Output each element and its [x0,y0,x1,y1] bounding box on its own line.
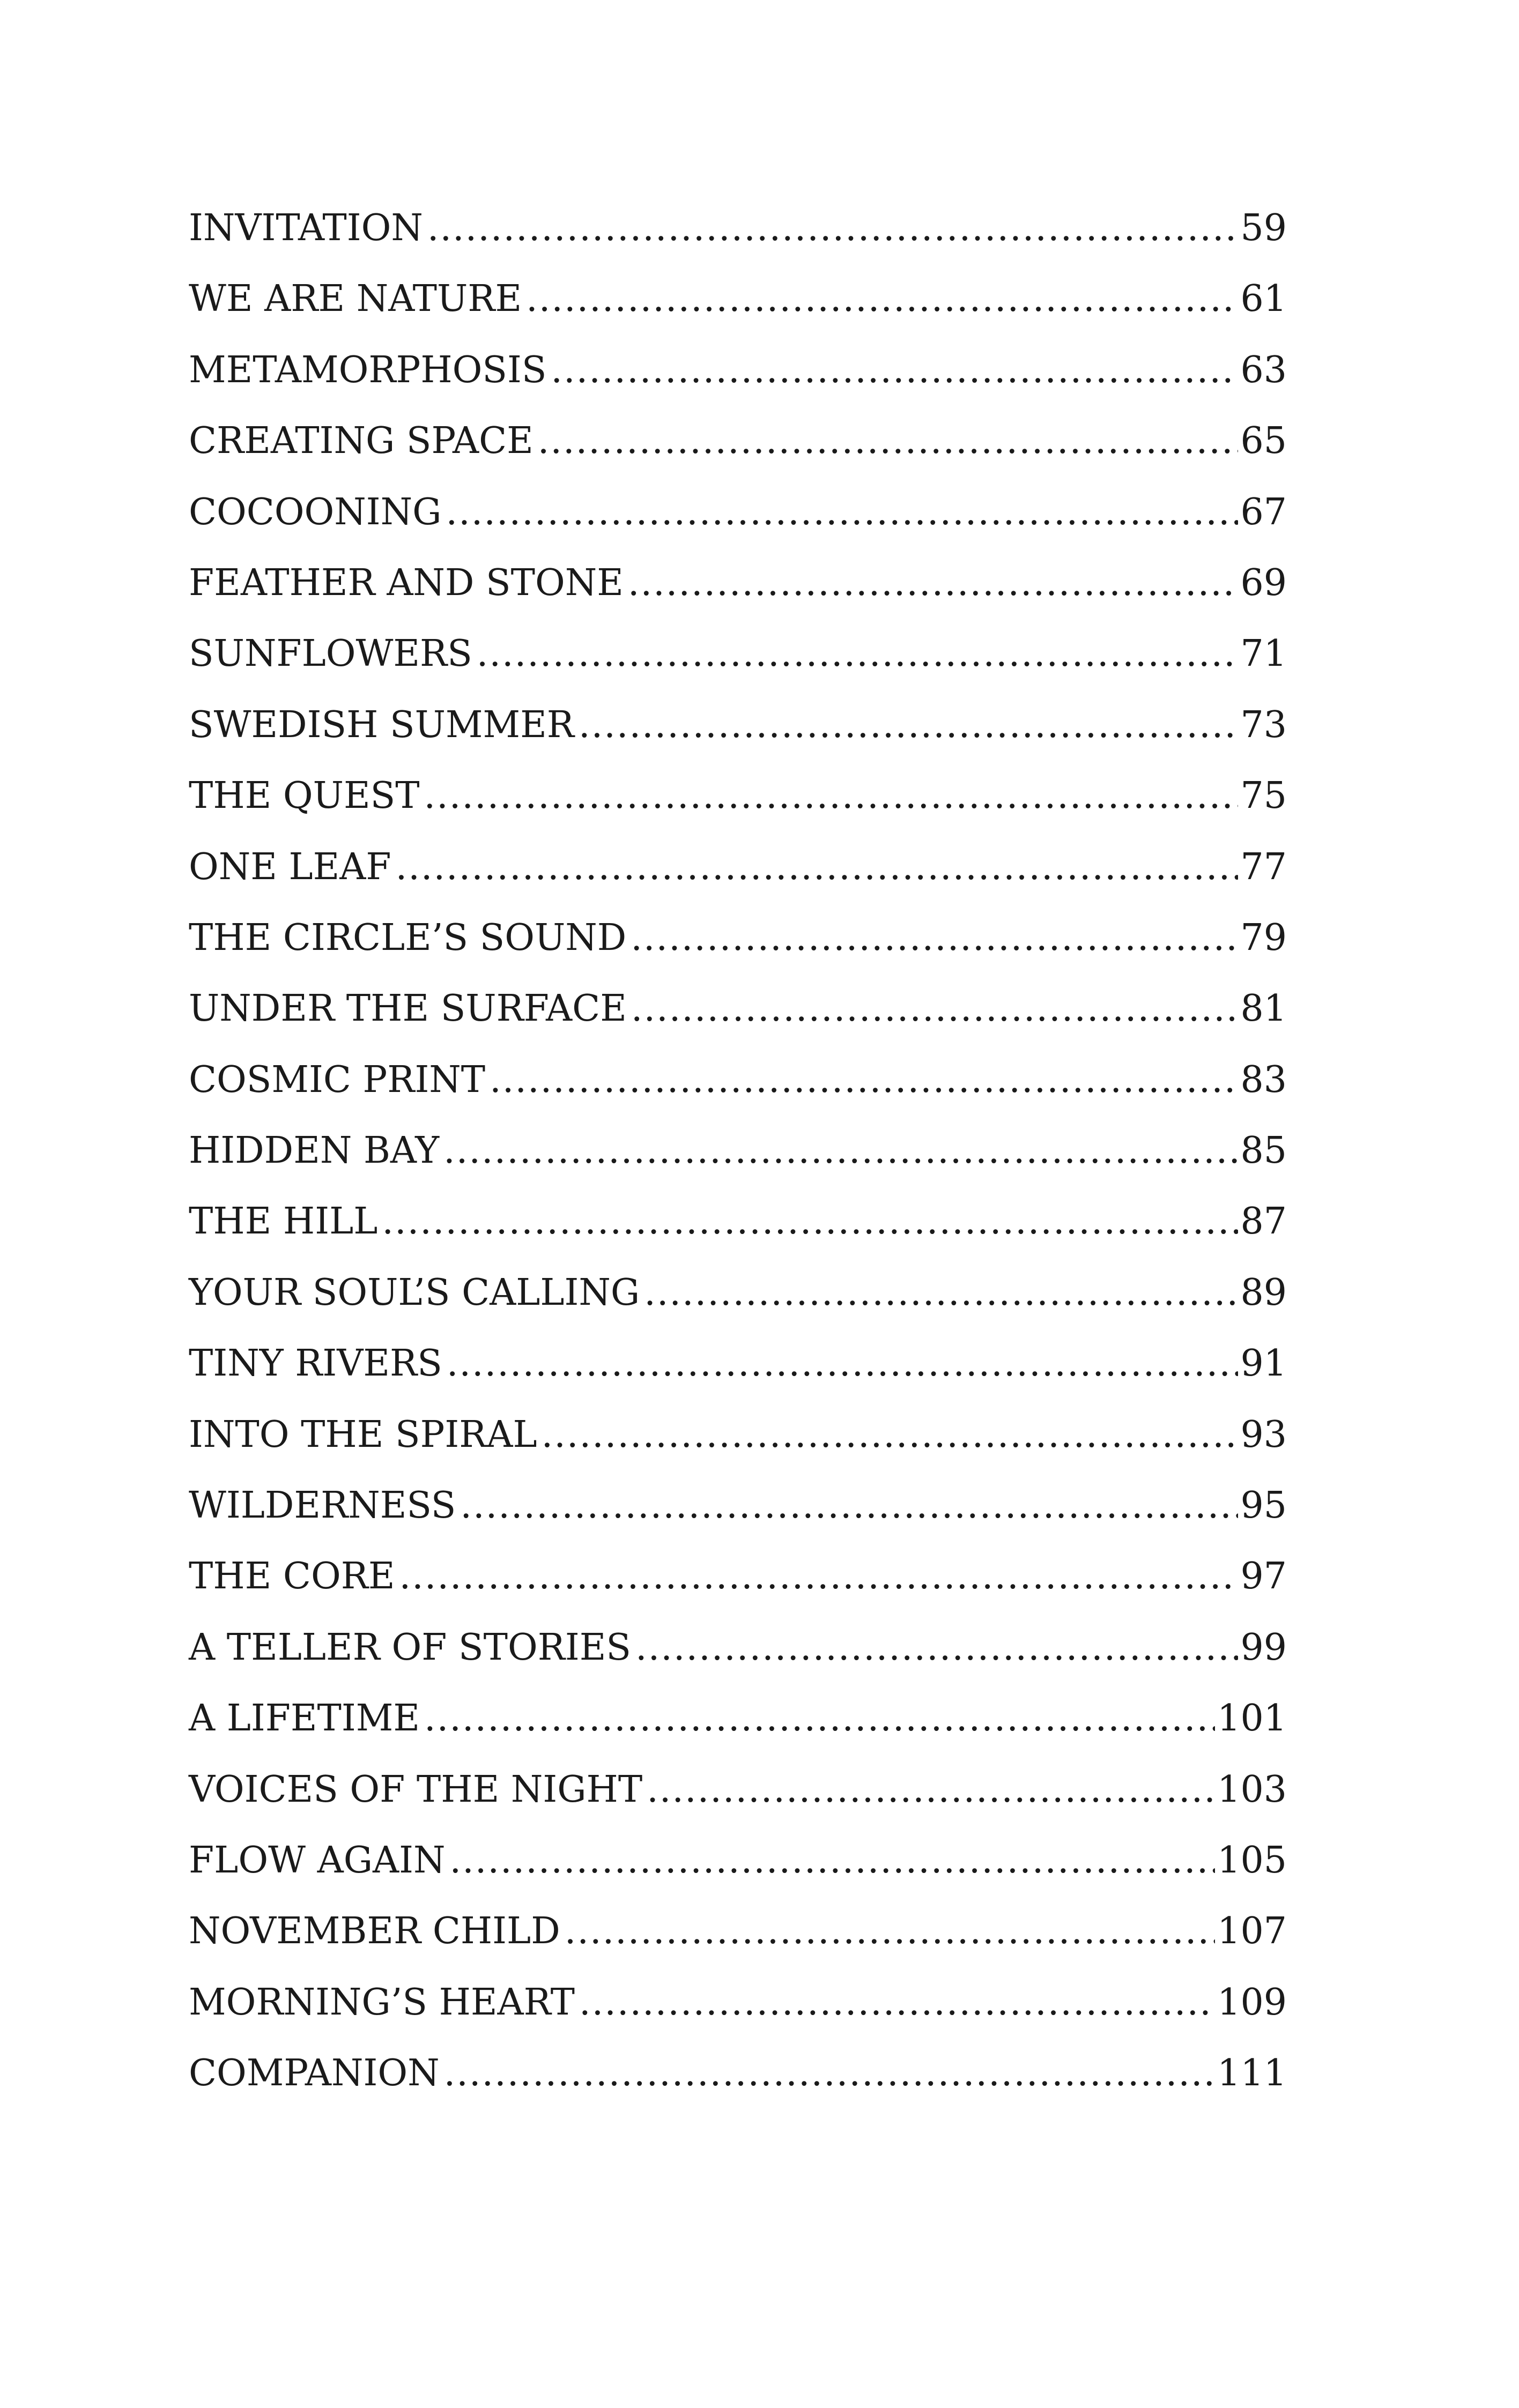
toc-entry-title: THE HILL [189,1200,378,1243]
dot-leader [579,690,1238,761]
toc-entry-title: WE ARE NATURE [189,278,522,321]
toc-entry[interactable] [189,1755,1287,1825]
toc-entry-page-number: 63 [1240,348,1287,391]
dot-leader [579,1967,1215,2038]
toc-entry[interactable] [189,477,1287,548]
toc-entry[interactable] [189,548,1287,619]
dot-leader [628,548,1239,619]
toc-entry[interactable] [189,406,1287,477]
toc-entry-title: METAMORPHOSIS [189,348,547,391]
toc-entry-page-number: 95 [1240,1484,1287,1527]
toc-entry-page-number: 91 [1240,1342,1287,1385]
toc-entry-page-number: 109 [1217,1981,1287,2024]
toc-entry-title: TINY RIVERS [189,1342,442,1385]
toc-entry-title: SUNFLOWERS [189,633,472,675]
toc-entry-title: MORNING’S HEART [189,1981,575,2024]
toc-entry-page-number: 71 [1240,633,1287,675]
toc-entry-page-number: 79 [1240,916,1287,959]
toc-entry[interactable] [189,1328,1287,1399]
dot-leader [635,1612,1238,1683]
toc-entry-page-number: 111 [1217,2052,1287,2095]
dot-leader [424,1683,1215,1754]
toc-entry[interactable] [189,2038,1287,2109]
toc-entry[interactable] [189,973,1287,1044]
toc-entry-title: YOUR SOUL’S CALLING [189,1271,640,1314]
toc-entry-title: INTO THE SPIRAL [189,1413,537,1456]
toc-entry-page-number: 81 [1240,987,1287,1030]
dot-leader [446,477,1238,548]
toc-entry[interactable] [189,1967,1287,2038]
toc-entry-page-number: 103 [1217,1768,1287,1811]
toc-entry-title: SWEDISH SUMMER [189,703,574,746]
toc-entry-title: HIDDEN BAY [189,1129,440,1172]
dot-leader [631,903,1238,973]
toc-entry[interactable] [189,1400,1287,1470]
toc-entry[interactable] [189,1045,1287,1116]
toc-entry[interactable] [189,1825,1287,1896]
dot-leader [542,1400,1239,1470]
toc-entry[interactable] [189,832,1287,903]
toc-entry-title: COSMIC PRINT [189,1058,486,1101]
toc-entry[interactable] [189,1896,1287,1967]
toc-entry[interactable] [189,264,1287,335]
toc-entry-page-number: 105 [1217,1839,1287,1882]
dot-leader [647,1755,1215,1825]
dot-leader [644,1258,1238,1328]
toc-entry-page-number: 73 [1240,703,1287,746]
toc-entry-page-number: 99 [1240,1626,1287,1669]
toc-entry[interactable] [189,1470,1287,1541]
dot-leader [538,406,1239,477]
dot-leader [399,1541,1239,1612]
dot-leader [450,1825,1216,1896]
toc-entry-page-number: 59 [1240,207,1287,249]
toc-entry-title: FLOW AGAIN [189,1839,446,1882]
dot-leader [526,264,1238,335]
toc-entry-page-number: 101 [1217,1697,1287,1740]
toc-entry-title: A LIFETIME [189,1697,420,1740]
toc-entry-title: FEATHER AND STONE [189,561,624,604]
dot-leader [382,1186,1238,1257]
toc-entry-title: COMPANION [189,2052,440,2095]
dot-leader [477,619,1239,689]
toc-entry[interactable] [189,619,1287,689]
dot-leader [396,832,1239,903]
toc-entry-page-number: 107 [1217,1910,1287,1953]
toc-entry[interactable] [189,335,1287,406]
toc-entry[interactable] [189,1683,1287,1754]
toc-entry[interactable] [189,1541,1287,1612]
toc-entry-page-number: 93 [1240,1413,1287,1456]
toc-entry-title: UNDER THE SURFACE [189,987,627,1030]
toc-entry-page-number: 77 [1240,845,1287,888]
toc-entry-page-number: 75 [1240,775,1287,817]
table-of-contents [189,193,1287,2109]
toc-entry-page-number: 97 [1240,1555,1287,1598]
toc-entry-title: THE QUEST [189,775,420,817]
dot-leader [551,335,1238,406]
toc-entry-title: NOVEMBER CHILD [189,1910,560,1953]
toc-entry-page-number: 85 [1240,1129,1287,1172]
toc-entry[interactable] [189,1258,1287,1328]
toc-entry-title: VOICES OF THE NIGHT [189,1768,643,1811]
dot-leader [427,193,1239,264]
toc-entry[interactable] [189,193,1287,264]
toc-entry[interactable] [189,761,1287,831]
dot-leader [565,1896,1215,1967]
toc-entry-title: WILDERNESS [189,1484,456,1527]
toc-entry-page-number: 89 [1240,1271,1287,1314]
toc-entry[interactable] [189,1116,1287,1186]
toc-entry-title: INVITATION [189,207,423,249]
toc-entry-page-number: 83 [1240,1058,1287,1101]
toc-entry[interactable] [189,1612,1287,1683]
toc-entry-title: THE CORE [189,1555,395,1598]
dot-leader [447,1328,1239,1399]
dot-leader [443,1116,1238,1186]
toc-entry[interactable] [189,1186,1287,1257]
toc-entry[interactable] [189,690,1287,761]
toc-entry[interactable] [189,903,1287,973]
toc-entry-page-number: 61 [1240,278,1287,321]
toc-entry-title: A TELLER OF STORIES [189,1626,631,1669]
toc-entry-title: CREATING SPACE [189,420,533,463]
dot-leader [631,973,1239,1044]
dot-leader [460,1470,1238,1541]
toc-entry-page-number: 67 [1240,490,1287,533]
dot-leader [490,1045,1238,1116]
toc-entry-page-number: 65 [1240,420,1287,463]
toc-entry-title: COCOONING [189,490,442,533]
dot-leader [444,2038,1216,2109]
toc-entry-title: THE CIRCLE’S SOUND [189,916,627,959]
toc-entry-title: ONE LEAF [189,845,391,888]
toc-entry-page-number: 69 [1240,561,1287,604]
dot-leader [424,761,1239,831]
toc-entry-page-number: 87 [1240,1200,1287,1243]
